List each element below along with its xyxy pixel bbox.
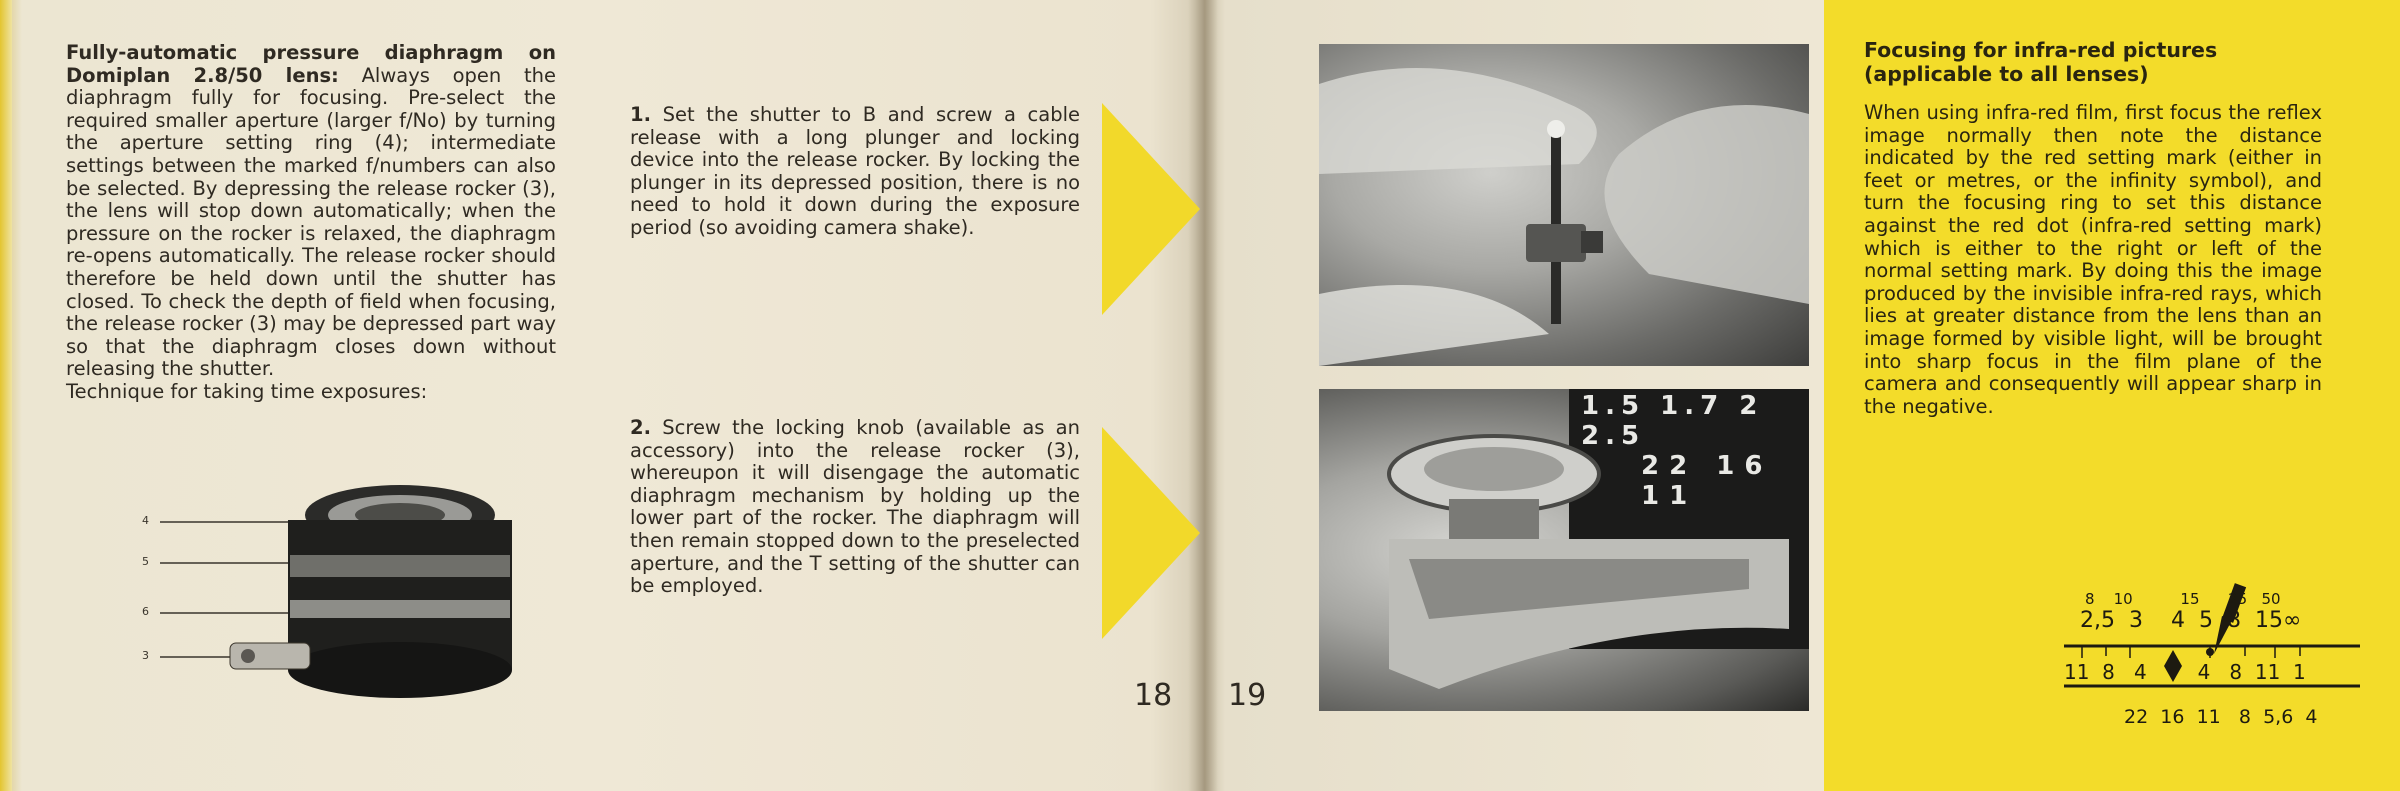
page-number-18: 18 [1134,678,1173,713]
diaphragm-heading: Fully-automatic pressure diaphragm on Domiplan 2.8/50 lens: [66,41,556,87]
lens-illustration [130,465,560,715]
photo-scale-top: 1.5 1.7 2 2.5 [1581,391,1764,451]
step-2-text: Screw the locking knob (available as an accessory) into the release rocker (3), whereupon it will disengage the automatic diaphragm mechanism by holding up the lower part of the rocker. The diaphragm will then remain stopped down to the preselected aperture, and the T setting of the shutter can be employed. [630,416,1080,598]
lens-label-6: 6 [142,605,149,618]
lens-label-5: 5 [142,555,149,568]
step-2 [630,417,1080,598]
diaphragm-body: Always open the diaphragm fully for focusing. Pre-select the required smaller aperture (larger f/No) by turning the aperture setting ring (4); intermediate settings between the marked f/numbers can also be selected. By depressing the release rocker (3), the lens will stop down automatically; when the pressure on the rocker is relaxed, the diaphragm re-opens automatically. The release rocker should therefore be held down until the shutter has closed. To check the depth of field when focusing, the release rocker (3) may be depressed part way so that the diaphragm closes down without releasing the shutter. [66,63,556,381]
cable-release-photo [1319,44,1809,366]
yellow-arrow-step-2 [1102,427,1200,639]
scale-dof-row: 11 8 4 4 8 11 1 [2064,660,2306,684]
scale-metres-row: 2,5 3 4 5 8 15∞ [2080,608,2302,633]
step-2-number: 2. [630,416,651,439]
infrared-heading-line-1: Focusing for infra-red pictures [1864,38,2218,62]
infrared-heading [1864,38,2322,86]
scale-aperture-row: 22 16 11 8 5,6 4 [2124,706,2318,728]
left-yellow-edge [0,0,12,791]
time-exposure-intro: Technique for taking time exposures: [66,379,428,403]
locking-knob-photo [1319,389,1809,711]
lens-label-4: 4 [142,514,149,527]
step-1-number: 1. [630,103,651,126]
page-number-19: 19 [1228,678,1267,713]
scale-feet-row: 8 10 15 25 50 [2085,590,2281,608]
infrared-body: When using infra-red film, first focus the reflex image normally then note the distance indicated by the red setting mark (either in feet or metres, or the infinity symbol), and turn the focusing ring to set this distance against the red dot (infra-red setting mark) which is either to the right or left of the normal setting mark. By doing this the image produced by the invisible infra-red rays, which lies at greater distance from the lens than an image formed by visible light, will be brought into sharp focus in the film plane of the camera and consequently will appear sharp in the negative. [1864,101,2322,418]
yellow-arrow-step-1 [1102,103,1200,315]
photo-scale-bottom: 22 16 11 [1641,451,1773,511]
step-1 [630,104,1080,240]
diaphragm-section [66,42,556,404]
lens-label-3: 3 [142,649,149,662]
step-1-text: Set the shutter to B and screw a cable release with a long plunger and locking device into the release rocker. By locking the plunger in its depressed position, there is no need to hold it down during the exposure period (so avoiding camera shake). [630,103,1080,239]
infrared-heading-line-2: (applicable to all lenses) [1864,62,2149,86]
